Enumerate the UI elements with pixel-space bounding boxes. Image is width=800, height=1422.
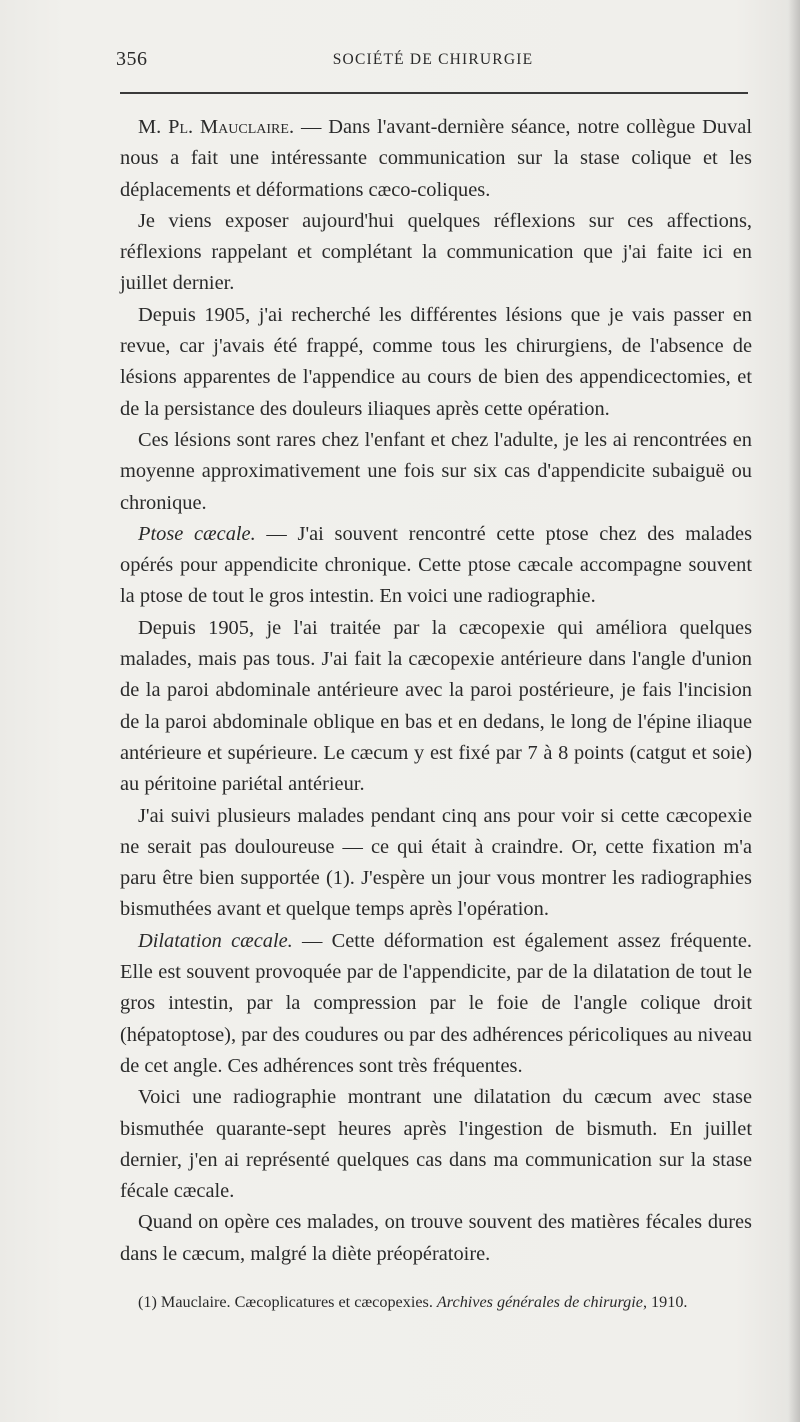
body-text: [120, 112, 752, 1270]
footnote-year: , 1910.: [642, 1293, 688, 1311]
paragraph-4: Ces lésions sont rares chez l'enfant et chez l'adulte, je les ai rencontrées en moyenne approximativement une fois sur six cas d'appendicite subaiguë ou chronique.: [120, 428, 752, 514]
section-heading-ptose: Ptose cæcale.: [138, 522, 256, 545]
footnote: [120, 1290, 752, 1314]
footnote-marker: (1): [138, 1293, 157, 1311]
paragraph-3: Depuis 1905, j'ai recherché les différentes lésions que je vais passer en revue, car j'avais été frappé, comme tous les chirurgiens, de l'absence de lésions apparentes de l'appendice au cours de bien des appendicectomies, et de la persistance des douleurs iliaques après cette opération.: [120, 303, 752, 420]
paragraph-1-text: — Dans l'avant-dernière séance, notre collègue Duval nous a fait une intéressante communication sur la stase colique et les déplacements et déformations cæco-coliques.: [120, 116, 753, 201]
header-rule: [120, 92, 748, 94]
footnote-reference: (1): [326, 867, 350, 890]
page-number: 356: [116, 48, 148, 70]
running-title: SOCIÉTÉ DE CHIRURGIE: [332, 51, 534, 68]
paragraph-7-text-after: . J'espère un jour vous montrer les radiographies bismuthées avant et quelque temps après l'opération.: [120, 867, 752, 921]
section-heading-dilatation: Dilatation cæcale.: [138, 929, 293, 952]
footnote-journal: Archives générales de chirurgie: [436, 1293, 643, 1311]
paragraph-7: [120, 801, 752, 926]
footnote-text: Mauclaire. Cæcoplicatures et cæcopexies.: [156, 1293, 437, 1311]
paragraph-8-text: — Cette déformation est également assez fréquente. Elle est souvent provoquée par de l'appendicite, par de la dilatation de tout le gros intestin, par la compression par le foie de l'angle colique droit (hépatoptose), par des coudures ou par des adhérences péricoliques au niveau de cet angle. Ces adhérences sont très fréquentes.: [120, 929, 753, 1077]
paragraph-5: [120, 519, 752, 613]
paragraph-8: [120, 926, 752, 1082]
paragraph-1: [120, 112, 752, 206]
paragraph-10: Quand on opère ces malades, on trouve souvent des matières fécales dures dans le cæcum, malgré la diète préopératoire.: [120, 1211, 752, 1265]
paragraph-2: Je viens exposer aujourd'hui quelques réflexions sur ces affections, réflexions rappelant et complétant la communication que j'ai faite ici en juillet dernier.: [120, 209, 752, 295]
paragraph-6: Depuis 1905, je l'ai traitée par la cæcopexie qui améliora quelques malades, mais pas tous. J'ai fait la cæcopexie antérieure dans l'angle d'union de la paroi abdominale antérieure avec la paroi postérieure, je fais l'incision de la paroi abdominale oblique en bas et en dedans, le long de l'épine iliaque antérieure et supérieure. Le cæcum y est fixé par 7 à 8 points (catgut et soie) au péritoine pariétal antérieur.: [120, 616, 752, 796]
paragraph-5-text: — J'ai souvent rencontré cette ptose chez des malades opérés pour appendicite chronique. Cette ptose cæcale accompagne souvent la ptose de tout le gros intestin. En voici une radiographie.: [120, 522, 752, 608]
paragraph-9: Voici une radiographie montrant une dilatation du cæcum avec stase bismuthée quarante-sept heures après l'ingestion de bismuth. En juillet dernier, j'en ai représenté quelques cas dans ma communication sur la stase fécale cæcale.: [120, 1086, 752, 1203]
page-header: [116, 48, 750, 78]
footnote-line: [120, 1290, 752, 1314]
paragraph-7-text-before: J'ai suivi plusieurs malades pendant cinq ans pour voir si cette cæcopexie ne serait pas douloureuse — ce qui était à craindre. Or, cette fixation m'a paru être bien supportée: [120, 804, 752, 890]
page-gutter-shadow: [788, 0, 800, 1422]
speaker-name: M. Pl. Mauclaire.: [138, 116, 295, 138]
